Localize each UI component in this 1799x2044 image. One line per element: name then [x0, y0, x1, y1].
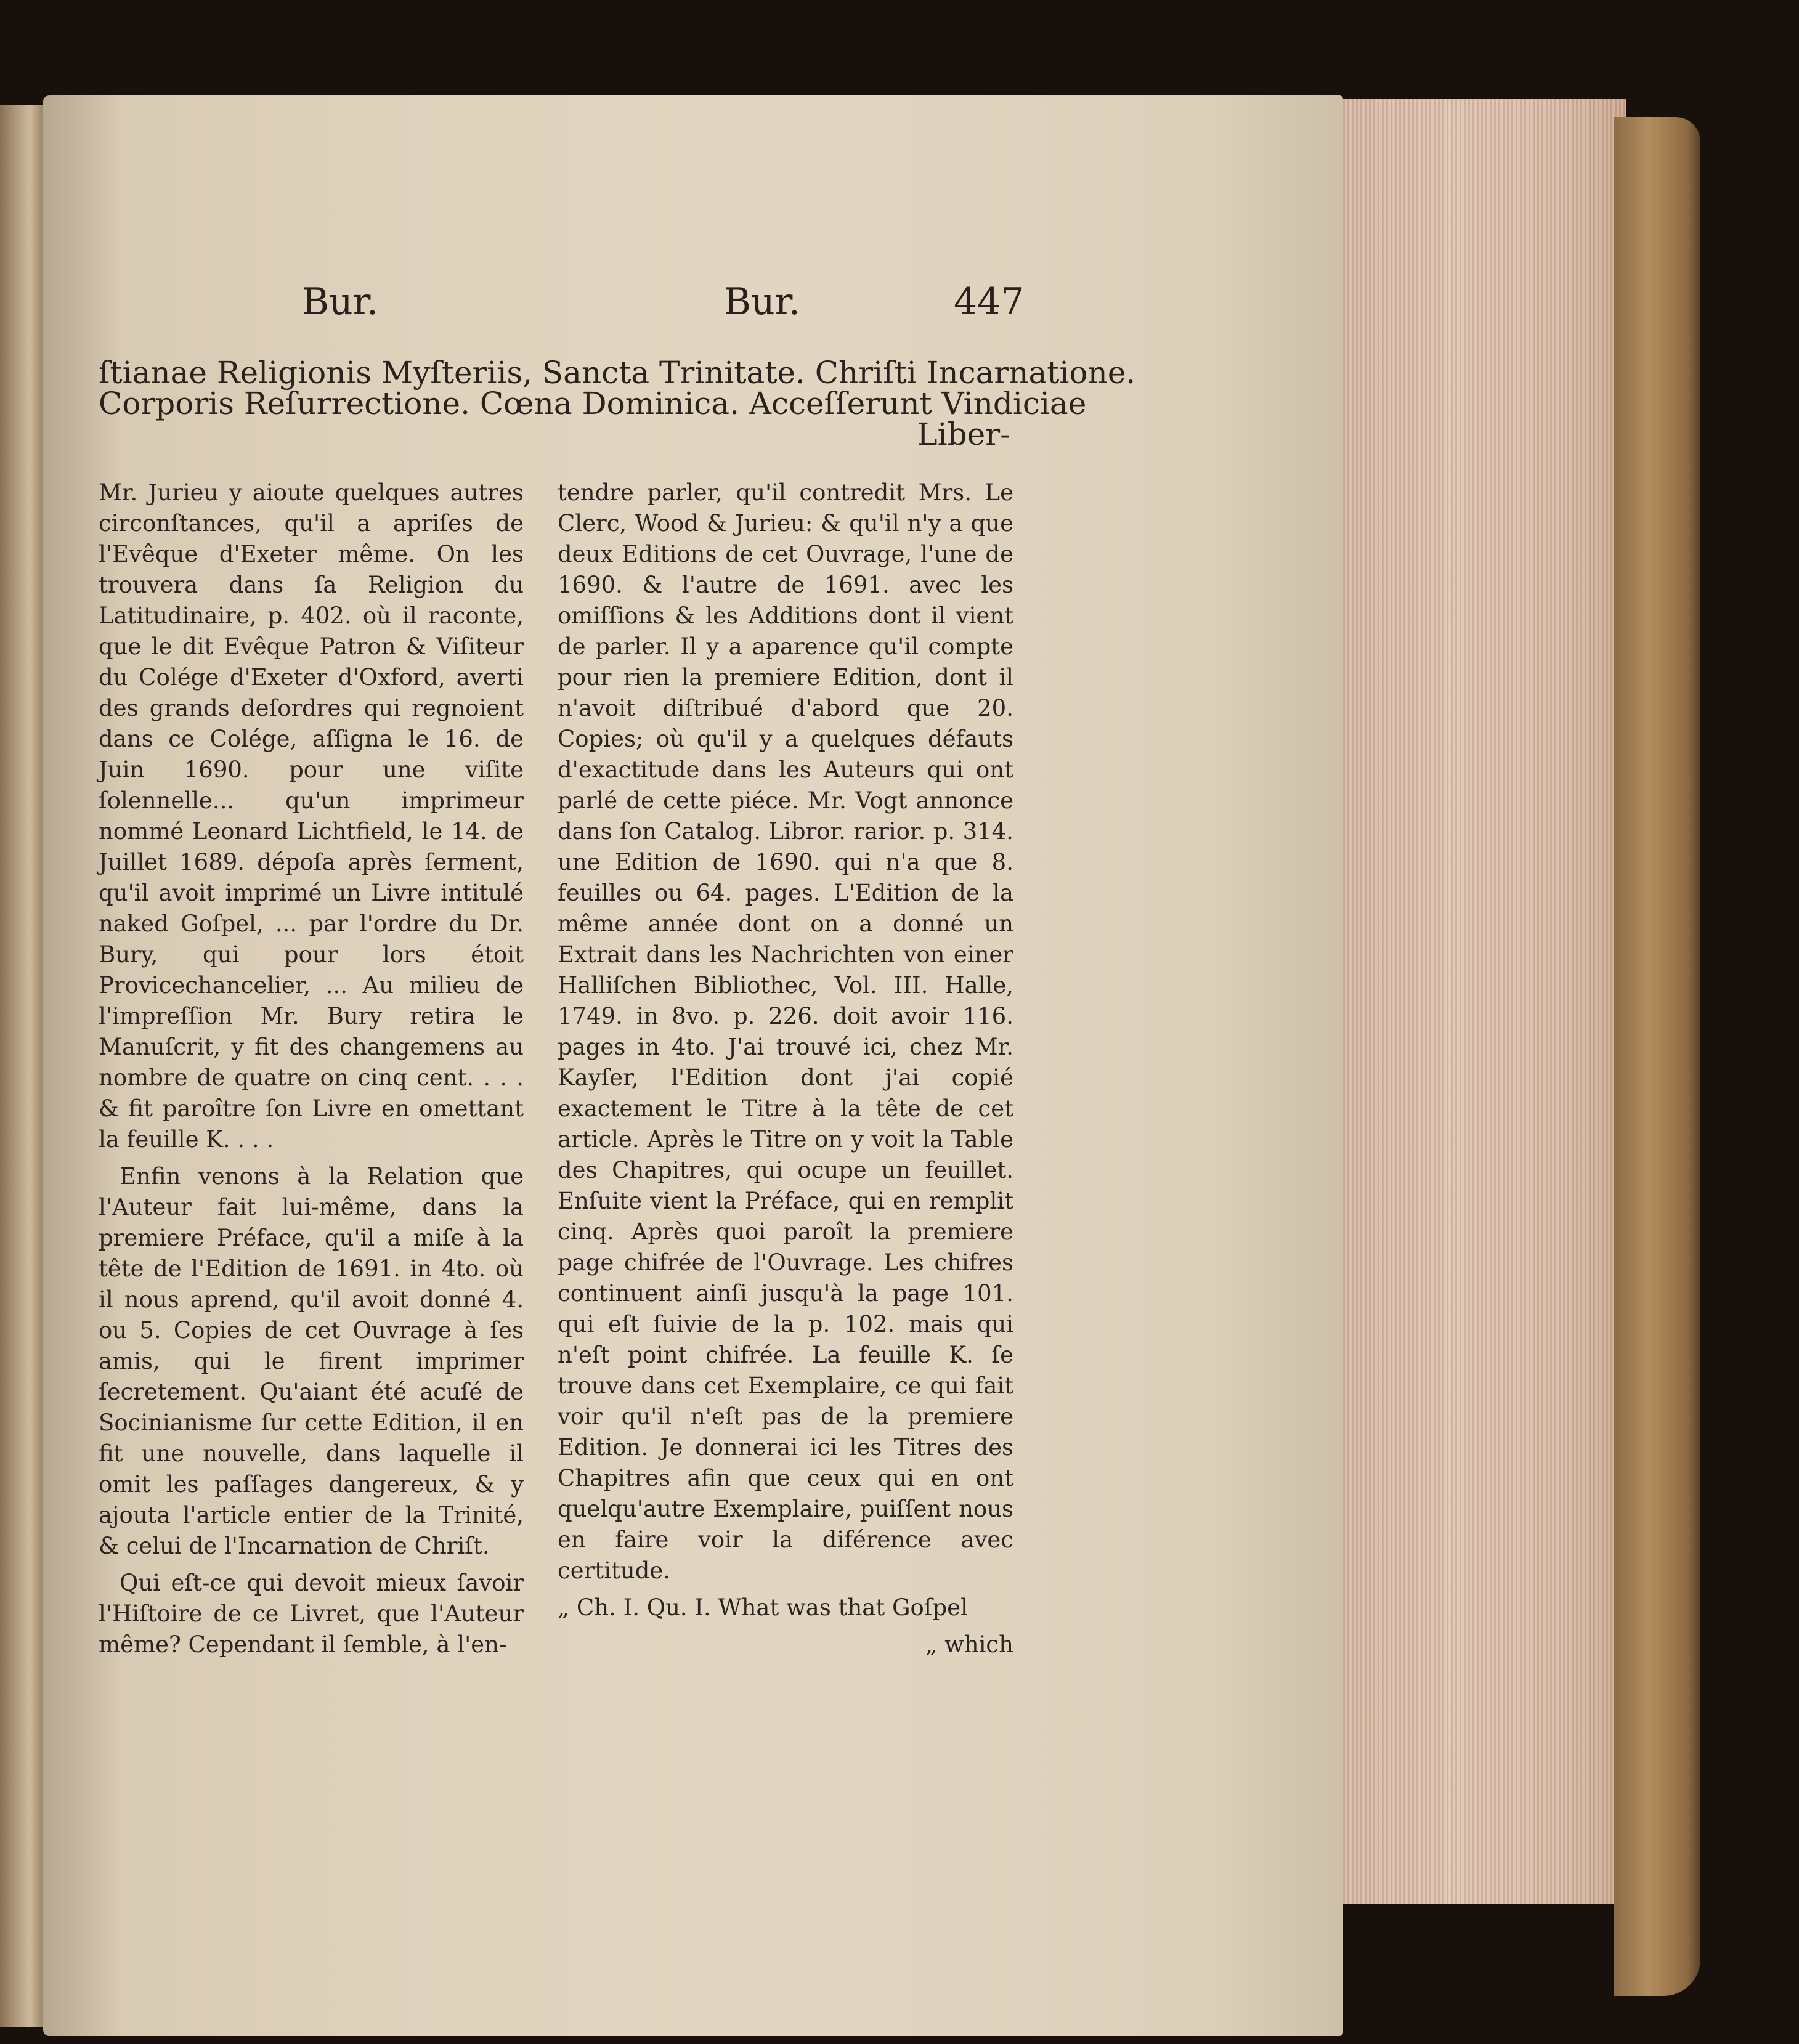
left-page-edge	[0, 105, 43, 2027]
book-fore-edge	[1343, 99, 1626, 1904]
book-cover-edge	[1614, 117, 1700, 1996]
right-column	[558, 477, 1013, 1660]
page-number: 447	[954, 280, 1025, 323]
catchword: „ which	[925, 1631, 1013, 1658]
left-paragraph-3: Qui eſt-ce qui devoit mieux ſavoir l'Hiſtoire de ce Livret, que l'Auteur même? Cependant il ſemble, à l'en-	[99, 1570, 524, 1658]
title-line-1: ſtianae Religionis Myſteriis, Sancta Trinitate. Chriſti Incarnatione.	[99, 355, 1136, 391]
left-column	[99, 477, 524, 1666]
quote-line: „ Ch. I. Qu. I. What was that Goſpel	[558, 1594, 968, 1621]
left-paragraph-1: Mr. Jurieu y aioute quelques autres circonſtances, qu'il a apriſes de l'Evêque d'Exeter même. On les trouvera dans ſa Religion du Latitudinaire, p. 402. où il raconte, que le dit Evêque Patron & Viſiteur du Colége d'Exeter d'Oxford, averti des grands deſordres qui regnoient dans ce Colége, aſſigna le 16. de Juin 1690. pour une viſite ſolennelle... qu'un imprimeur nommé Leonard Lichtfield, le 14. de Juillet 1689. dépoſa après ſerment, qu'il avoit imprimé un Livre intitulé naked Goſpel, ... par l'ordre du Dr. Bury, qui pour lors étoit Provicechancelier, ... Au milieu de l'impreſſion Mr. Bury retira le Manuſcrit, y fit des changemens au nombre de quatre on cinq cent. . . . & fit paroître ſon Livre en omettant la feuille K. . . .	[99, 479, 524, 1153]
right-paragraph: tendre parler, qu'il contredit Mrs. Le Clerc, Wood & Jurieu: & qu'il n'y a que deux Editions de cet Ouvrage, l'une de 1690. & l'autre de 1691. avec les omiſſions & les Additions dont il vient de parler. Il y a aparence qu'il compte pour rien la premiere Edition, dont il n'avoit diſtribué d'abord que 20. Copies; où qu'il y a quelques défauts d'exactitude dans les Auteurs qui ont parlé de cette piéce. Mr. Vogt annonce dans ſon Catalog. Libror. rarior. p. 314. une Edition de 1690. qui n'a que 8. feuilles ou 64. pages. L'Edition de la même année dont on a donné un Extrait dans les Nachrichten von einer Halliſchen Bibliothec, Vol. III. Halle, 1749. in 8vo. p. 226. doit avoir 116. pages in 4to. J'ai trouvé ici, chez Mr. Kayſer, l'Edition dont j'ai copié exactement le Titre à la tête de cet article. Après le Titre on y voit la Table des Chapitres, qui ocupe un feuillet. Enſuite vient la Préface, qui en remplit cinq. Après quoi paroît la premiere page chifrée de l'Ouvrage. Les chifres continuent ainſi jusqu'à la page 101. qui eſt ſuivie de la p. 102. mais qui n'eſt point chifrée. La feuille K. ſe trouve dans cet Exemplaire, ce qui fait voir qu'il n'eſt pas de la premiere Edition. Je donnerai ici les Titres des Chapitres afin que ceux qui en ont quelqu'autre Exemplaire, puiſſent nous en faire voir la diférence avec certitude.	[558, 479, 1013, 1584]
title-line-3: Liber-	[917, 416, 1010, 452]
running-header-left: Bur.	[302, 280, 378, 323]
running-header-center: Bur.	[724, 280, 800, 323]
title-line-2: Corporis Reſurrectione. Cœna Dominica. Acceſſerunt Vindiciae	[99, 386, 1087, 421]
left-paragraph-2: Enfin venons à la Relation que l'Auteur fait lui-même, dans la premiere Préface, qu'il a miſe à la tête de l'Edition de 1691. in 4to. où il nous aprend, qu'il avoit donné 4. ou 5. Copies de cet Ouvrage à ſes amis, qui le firent imprimer ſecretement. Qu'aiant été acuſé de Socinianisme ſur cette Edition, il en fit une nouvelle, dans laquelle il omit les paſſages dangereux, & y ajouta l'article entier de la Trinité, & celui de l'Incarnation de Chriſt.	[99, 1163, 524, 1559]
